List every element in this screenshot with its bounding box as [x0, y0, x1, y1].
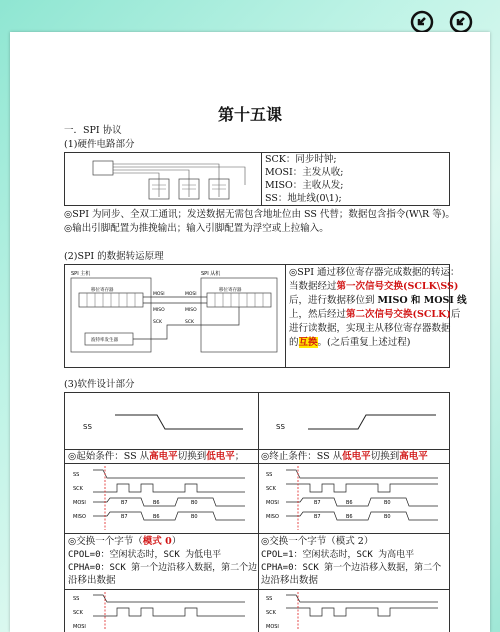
ss-label-stop: SS	[276, 423, 285, 431]
mode0-cpol: CPOL=0：空闲状态时，SCK 为低电平	[68, 550, 222, 560]
master-label: SPI 主机	[71, 271, 91, 277]
sig-sck-m: SCK	[153, 320, 162, 325]
slave-shift-reg-label: 移位寄存器	[219, 288, 242, 293]
desc-line-5: 进行读数据，实现主从移位寄存器数据	[289, 323, 451, 334]
bottom2-label-ss: SS	[266, 596, 273, 602]
wave-label-sck-2: SCK	[266, 486, 276, 492]
hardware-circuit-diagram	[69, 155, 257, 203]
mosi2-bit-b6: B6	[346, 500, 353, 506]
clock-gen-label: 波特率发生器	[91, 338, 118, 343]
transfer-table	[64, 264, 467, 368]
miso2-bit-b0: B0	[384, 514, 391, 520]
sig-miso-m: MISO	[153, 308, 165, 313]
wave-label-miso: MISO	[73, 514, 86, 520]
miso2-bit-b7: B7	[314, 514, 321, 520]
miso2-bit-b6: B6	[346, 514, 353, 520]
wave-label-miso-2: MISO	[266, 514, 279, 520]
pin-mosi: MOSI：主发从收;	[265, 167, 344, 178]
ss-start-waveform	[65, 393, 258, 449]
mosi-bit-b0: B0	[191, 500, 198, 506]
bottom2-label-sck: SCK	[266, 610, 276, 616]
bottom-label-ss: SS	[73, 596, 80, 602]
ss-label-start: SS	[83, 423, 92, 431]
back-icon[interactable]	[410, 10, 434, 34]
wave-label-ss: SS	[73, 472, 80, 478]
start-condition: ◎起始条件：SS 从高电平切换到低电平；	[68, 451, 245, 462]
miso-bit-b7: B7	[121, 514, 128, 520]
sub-heading-hardware: (1)硬件电路部分	[64, 139, 135, 150]
desc-line-3: 后，进行数据移位到 MISO 和 MOSI 线	[289, 295, 467, 306]
wave-label-ss-2: SS	[266, 472, 273, 478]
mode2-cpha: CPHA=0：SCK 第一个边沿移入数据，第二个	[261, 563, 442, 573]
sub-heading-software: (3)软件设计部分	[64, 379, 135, 390]
mosi-bit-b6: B6	[153, 500, 160, 506]
mosi-bit-b7: B7	[121, 500, 128, 506]
miso-bit-b0: B0	[191, 514, 198, 520]
wave-label-mosi: MOSI	[73, 500, 86, 506]
section-heading: 一．SPI 协议	[64, 125, 122, 136]
bottom2-label-mosi: MOSI	[266, 624, 279, 630]
wave-label-mosi-2: MOSI	[266, 500, 279, 506]
mode0-cpha: CPHA=0：SCK 第一个边沿移入数据，第二个边	[68, 563, 258, 573]
mode2-title: ◎交换一个字节（模式 2）	[261, 536, 374, 547]
pin-ss: SS：地址线(0\1);	[265, 193, 342, 204]
master-shift-reg-label: 移位寄存器	[91, 288, 114, 293]
desc-line-6: 的互换。(之后重复上述过程)	[289, 337, 411, 348]
mode0-cpha-cont: 沿移出数据	[68, 575, 116, 586]
mode0-bottom-timing	[65, 590, 258, 630]
desc-line-4: 上，然后经过第二次信号交换(SCLK)后	[289, 309, 461, 320]
mosi2-bit-b7: B7	[314, 500, 321, 506]
wave-label-sck: SCK	[73, 486, 83, 492]
document-page	[10, 32, 490, 632]
bottom-label-mosi: MOSI	[73, 624, 86, 630]
slave-label: SPI 从机	[201, 271, 221, 277]
shift-register-diagram	[67, 267, 283, 365]
note-pins: ◎输出引脚配置为推挽输出；输入引脚配置为浮空或上拉输入。	[64, 223, 329, 234]
note-sync: ◎SPI 为同步、全双工通讯；发送数据无需包含地址位由 SS 代替；数据包含指令(W\R 等)。	[64, 209, 455, 220]
stop-condition: ◎终止条件：SS 从低电平切换到高电平	[261, 451, 428, 462]
sig-miso-s: MISO	[185, 308, 197, 313]
mode2-cpha-cont: 边沿移出数据	[261, 575, 319, 586]
pin-sck: SCK：同步时钟;	[265, 154, 337, 165]
software-table	[64, 392, 450, 632]
mode2-cpol: CPOL=1：空闲状态时，SCK 为高电平	[261, 550, 415, 560]
ss-stop-waveform	[258, 393, 451, 449]
desc-line-2: 当数据经过第一次信号交换(SCLK\SS)	[289, 281, 459, 292]
pin-miso: MISO：主收从发;	[265, 180, 344, 191]
mode2-timing-diagram	[258, 464, 451, 532]
sub-heading-transfer: (2)SPI 的数据转运原理	[64, 251, 164, 262]
sig-mosi-s: MOSI	[185, 292, 197, 297]
sig-sck-s: SCK	[185, 320, 194, 325]
desc-line-1: ◎SPI 通过移位寄存器完成数据的转运：	[289, 267, 460, 278]
miso-bit-b6: B6	[153, 514, 160, 520]
mosi2-bit-b0: B0	[384, 500, 391, 506]
bottom-label-sck: SCK	[73, 610, 83, 616]
mode0-timing-diagram	[65, 464, 258, 532]
mode0-title: ◎交换一个字节（模式 0）	[68, 536, 182, 547]
page-title: 第十五课	[217, 105, 282, 124]
back-icon-2[interactable]	[449, 10, 473, 34]
sig-mosi-m: MOSI	[153, 292, 165, 297]
hardware-table	[64, 152, 450, 206]
mode2-bottom-timing	[258, 590, 451, 630]
